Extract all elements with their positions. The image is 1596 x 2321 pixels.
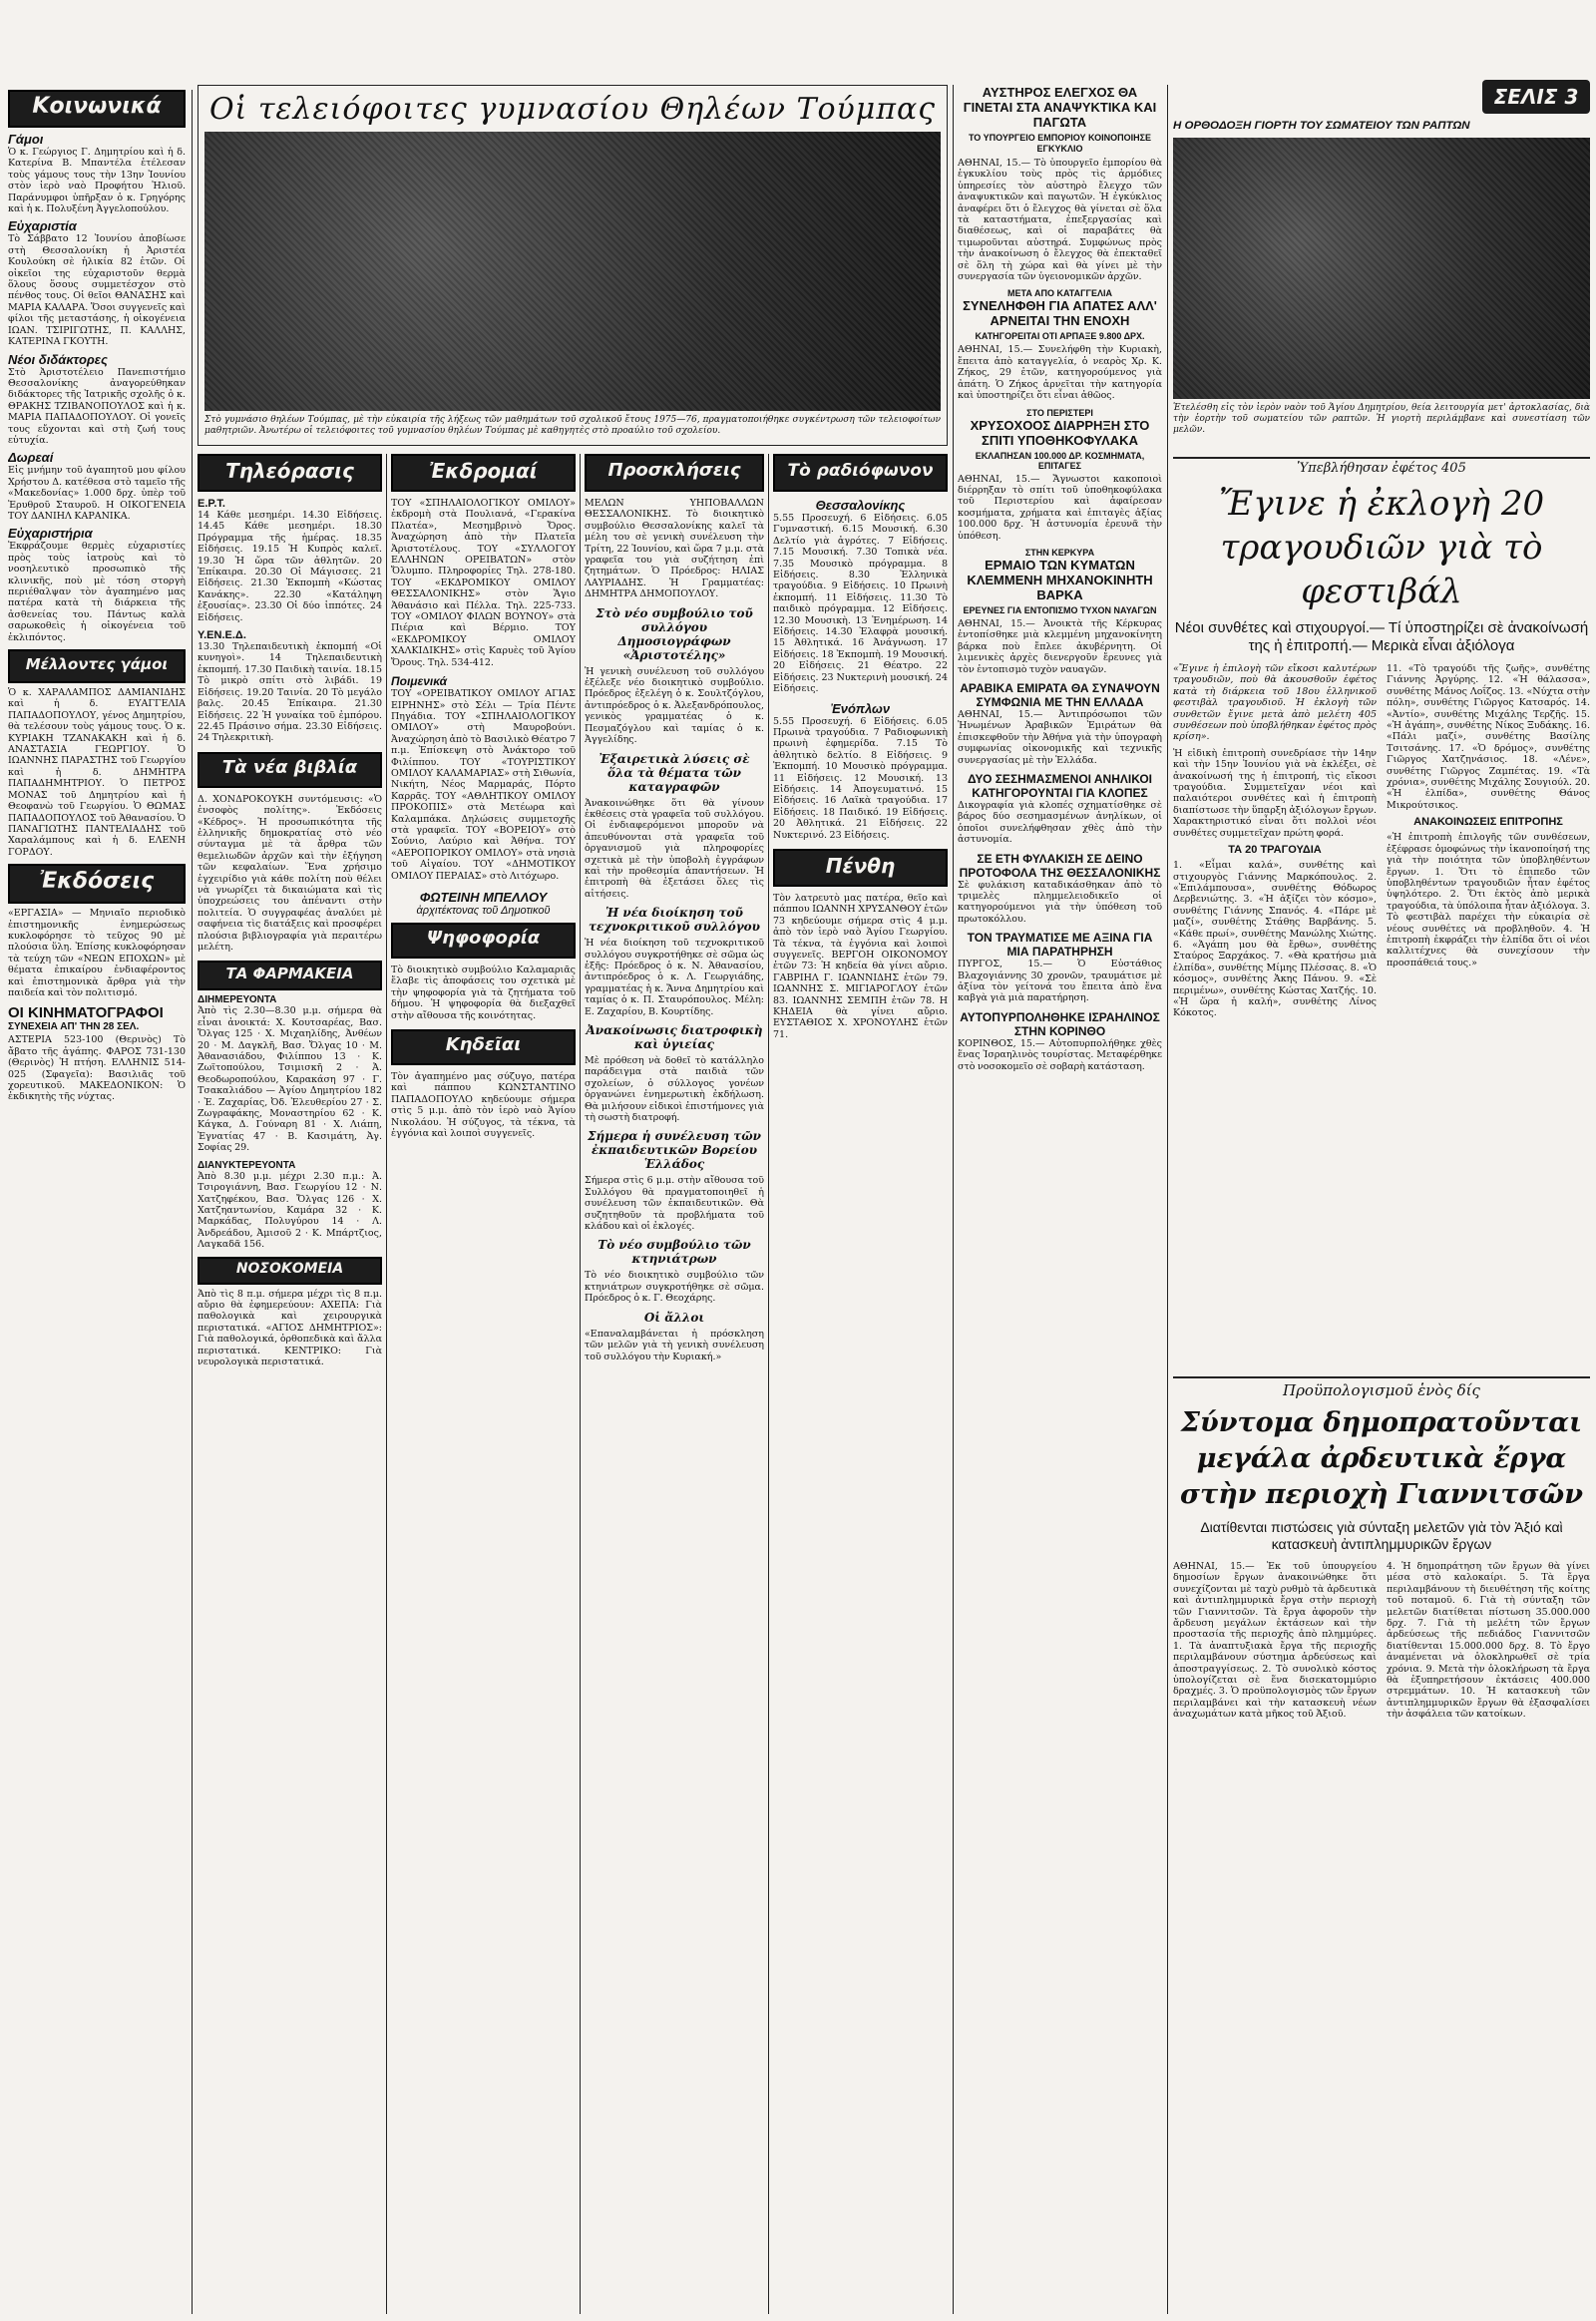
kideiai-text: Τὸν ἀγαπημένο μας σύζυγο, πατέρα καὶ πάππου ΚΩΝΣΤΑΝΤΙΝΟ ΠΑΠΑΔΟΠΟΥΛΟ κηδεύουμε σήμερα στὶς 5 μ.μ. ἀπὸ τὸν ἱερὸ ναὸ Ἁγίου Νικολάου. Ἡ σύζυγος, τὰ τέκνα, τὰ ἐγγόνια καὶ λοιποὶ συγγενεῖς.	[391, 1071, 576, 1140]
anilikoi-text: Δικογραφία γιὰ κλοπές σχηματίσθηκε σὲ βάρος δύο σεσημασμένων ἀνηλίκων, οἱ ὁποῖοι συνελήφθησαν χθὲς ἀπὸ τὴν ἀστυνομία.	[958, 800, 1162, 846]
peristeri-subheadline: ΕΚΛΑΠΗΣΑΝ 100.000 ΔΡ. ΚΟΣΜΗΜΑΤΑ, ΕΠΙΤΑΓΕΣ	[975, 450, 1145, 471]
radio-enoplon-schedule: 5.55 Προσευχή. 6 Εἰδήσεις. 6.05 Πρωινὰ τραγούδια. 7 Ραδιοφωνικὴ πρωινὴ ἐφημερίδα. 7.15 Τὸ ἀθλητικὸ δελτίο. 8 Εἰδήσεις. 9 Ἐκπομπή. 10 Μουσικὸ πρόγραμμα. 11 Εἰδήσεις. 12 Μουσική. 13 Εἰδήσεις. 14 Ἀπογευματινό. 15 Εἰδήσεις. 16 Λαϊκὰ τραγούδια. 17 Εἰδήσεις. 18 Παιδικό. 19 Εἰδήσεις. 20 Ἀθλητικά. 21 Εἰδήσεις. 22 Νυκτερινό. 23 Εἰδήσεις.	[773, 715, 948, 841]
dioikisi-text: Ἡ νέα διοίκηση τοῦ τεχνοκριτικοῦ συλλόγου συγκροτήθηκε σὲ σῶμα ὡς ἑξῆς: Πρόεδρος ὁ κ. Ν. Ἀθανασίου, ἀντιπρόεδρος ὁ κ. Λ. Γεωργιάδης, γραμματέας ἡ κ. Ἄννα Δημητρίου καὶ ταμίας ὁ κ. Π. Σταυρόπουλος. Μέλη: Ε. Ζαχαρίου, Β. Κουρτίδης.	[585, 938, 764, 1017]
festival-intro: «Ἔγινε ἡ ἐπιλογὴ τῶν εἴκοσι καλυτέρων τραγουδιῶν, ποὺ θὰ ἀκουσθοῦν ἐφέτος κατὰ τὴ διάρκεια τοῦ 18ου ἑλληνικοῦ φεστιβὰλ τραγουδιοῦ. Ἡ ἐκλογὴ τῶν συνθετῶν ἔγινε μετὰ ἀπὸ μελέτη 405 συνθέσεων ποὺ ὑποβλήθηκαν ἐφέτος πρὸς κρίση».	[1173, 663, 1377, 743]
raptes-photo-title: Η ΟΡΘΟΔΟΞΗ ΓΙΟΡΤΗ ΤΟΥ ΣΩΜΑΤΕΙΟΥ ΤΩΝ ΡΑΠΤΩΝ	[1173, 120, 1470, 132]
giannitsa-columns	[1173, 1561, 1590, 1721]
festival-subheadline: Νέοι συνθέτες καὶ στιχουργοί.— Τί ὑποστηρίζει σὲ ἀνακοίνωσή της ἡ ἐπιτροπή.— Μερικὰ εἶναι ἀξιόλογα	[1174, 619, 1589, 654]
festival-text: Ἡ εἰδικὴ ἐπιτροπὴ συνεδρίασε τὴν 14ην καὶ τὴν 15ην Ἰουνίου γιὰ νὰ ἐκλέξει, σὲ ἀνακοίνωσή της ἡ ἐπιτροπή, τὶς εἴκοσι τραγούδια. Συμμετεῖχαν νέοι καὶ παλαιότεροι συνθέτες καὶ ἡ ἐπιτροπὴ διαπίστωσε τὴν ὕπαρξη ἀξιόλογων ἔργων. Χαρακτηριστικό εἶναι ὅτι πολλοὶ νέοι συνθέτες συμμετεῖχαν πρώτη φορά.	[1173, 747, 1377, 839]
center-photo-story	[198, 85, 948, 446]
page-badge: ΣΕΛΙΣ 3	[1482, 80, 1590, 114]
austiros-text: ΑΘΗΝΑΙ, 15.— Τὸ ὑπουργεῖο ἐμπορίου θὰ ἐγκυκλίου τοὺς πρὸς τὶς ἁρμόδιες ὑπηρεσίες τὸν αὐστηρὸ ἔλεγχο τῶν ἀναψυκτικῶν καὶ παγωτῶν. Ἡ ἐγκύκλιος ἀναφέρει ὅτι ὁ ἔλεγχος θὰ γίνεται σὲ ὅλα τὰ καταστήματα, ἐπεξεργασίας καὶ διαθέσεως, καὶ οἱ παραβάτες θὰ τιμωροῦνται αὐστηρά. Συμφώνως πρὸς τὴν ἀνακοίνωση ὁ ἔλεγχος θὰ ἐπεκταθεῖ σὲ ὅλη τὴ χώρα καὶ θὰ γίνει μὲ τὴν συνεργασία τῶν ὑγειονομικῶν ἀρχῶν.	[958, 158, 1162, 283]
fotini-notice-title: ΦΩΤΕΙΝΗ ΜΠΕΛΛΟΥ	[419, 890, 548, 905]
israilinos-headline: ΑΥΤΟΠΥΡΠΟΛΗΘΗΚΕ ΙΣΡΑΗΛΙΝΟΣ ΣΤΗΝ ΚΟΡΙΝΘΟ	[960, 1009, 1160, 1038]
column-ekdromai	[391, 454, 576, 2314]
giannitsa-kicker: Προϋπολογισμοῦ ἑνὸς δίς	[1173, 1376, 1590, 1399]
yened-schedule: 13.30 Τηλεπαιδευτικὴ ἐκπομπή «Οἱ κυνηγοὶ». 14 Τηλεπαιδευτικὴ ἐκπομπή. 17.30 Παιδικὴ ταινία. 18.15 Τὸ μικρὸ σπίτι στὸ λιβάδι. 19 Εἰδήσεις. 19.20 Ταινία. 20 Τὸ μεγάλο βαλς. 20.45 Ἐπίκαιρα. 21.30 Εἰδήσεις. 22 Ἡ γυναίκα τοῦ ἐμπόρου. 22.45 Πράσινο σήμα. 23.30 Εἰδήσεις. 24 Τηλεκριτικὴ.	[198, 641, 382, 744]
left-column	[8, 90, 186, 2314]
section-header-penthi: Πένθη	[773, 849, 948, 887]
tragoudia-list-continued: 11. «Τὸ τραγούδι τῆς ζωῆς», συνθέτης Γιάννης Ἀργύρης. 12. «Ἡ θάλασσα», συνθέτης Μάνος Λοΐζος. 13. «Νύχτα στὴν πόλη», συνθέτης Γιῶργος Κατσαρός. 14. «Ἀντίο», συνθέτης Μιχάλης Τερζῆς. 15. «Ἡ ἀγάπη», συνθέτης Νίκος Ξυδάκης. 16. «Πάλι μαζί», συνθέτης Βασίλης Τσιτσάνης. 17. «Ὁ δρόμος», συνθέτης Γιῶργος Χατζηνάσιος. 18. «Λένε», συνθέτης Γιῶργος Ζαμπέτας. 19. «Τὰ χρόνια», συνθέτης Μιχάλης Σουγιούλ. 20. «Ἡ ἐλπίδα», συνθέτης Θάνος Μικρούτσικος.	[1387, 663, 1590, 811]
radio-thessalonikis-heading: Θεσσαλονίκης	[815, 498, 906, 513]
neo-symvoulio-heading: Τὸ νέο συμβούλιο τῶν κτηνιάτρων	[598, 1238, 751, 1267]
nosokomeia-text: Ἀπὸ τὶς 8 π.μ. σήμερα μέχρι τὶς 8 π.μ. αὔριο θὰ ἐφημερεύουν: ΑΧΕΠΑ: Γιὰ παθολογικὰ καὶ χειρουργικὰ περιστατικά. «ΑΓΙΟΣ ΔΗΜΗΤΡΙΟΣ»: Γιὰ παθολογικά, ὀρθοπεδικὰ καὶ ἄλλα περιστατικά. ΚΕΝΤΡΙΚΟ: Γιὰ νευρολογικὰ περιστατικά.	[198, 1288, 382, 1367]
alloi-heading: Οἱ ἄλλοι	[643, 1310, 705, 1325]
festival-col-left	[1173, 663, 1377, 1019]
column-rule	[386, 454, 387, 2314]
center-story-title: Οἱ τελειόφοιτες γυμνασίου Θηλέων Τούμπας	[208, 92, 937, 127]
synedrio-heading: Σήμερα ἡ συνέλευση τῶν ἐκπαιδευτικῶν Βορείου Ἑλλάδος	[588, 1129, 761, 1172]
austiros-headline: ΑΥΣΤΗΡΟΣ ΕΛΕΓΧΟΣ ΘΑ ΓΙΝΕΤΑΙ ΣΤΑ ΑΝΑΨΥΚΤΙΚΑ ΚΑΙ ΠΑΓΩΤΑ	[963, 85, 1157, 130]
fylakisi-headline: ΣΕ ΕΤΗ ΦΥΛΑΚΙΣΗ ΣΕ ΔΕΙΝΟ ΠΡΟΤΟΦΟΛΑ ΤΗΣ ΘΕΣΣΑΛΟΝΙΚΗΣ	[959, 851, 1161, 880]
ekdromai-text: ΤΟΥ «ΣΠΗΛΑΙΟΛΟΓΙΚΟΥ ΟΜΙΛΟΥ» ἐκδρομὴ στὰ Πουλιανά, «Γερακίνα Πλατέα», Μεσημβρινὸ Ὄρος. Ἀναχώρηση ἀπὸ τὴν Πλατεῖα Ἀριστοτέλους. ΤΟΥ «ΣΥΛΛΟΓΟΥ ΕΛΛΗΝΩΝ ΟΡΕΙΒΑΤΩΝ» στὸν Ὄλυμπο. Πληροφορίες Τηλ. 278-180. ΤΟΥ «ΕΚΔΡΟΜΙΚΟΥ ΟΜΙΛΟΥ ΘΕΣΣΑΛΟΝΙΚΗΣ» στὸν Ἅγιο Ἀθανάσιο καὶ Πέλλα. Τηλ. 225-733. ΤΟΥ «ΟΜΙΛΟΥ ΦΙΛΩΝ ΒΟΥΝΟΥ» στὰ Πιέρια καὶ Βέρμιο. ΤΟΥ «ΕΚΔΡΟΜΙΚΟΥ ΟΜΙΛΟΥ ΧΑΛΚΙΔΙΚΗΣ» στὶς Καρυὲς τοῦ Ἁγίου Ὄρους. Τηλ. 534-412.	[391, 498, 576, 668]
synelifthi-kicker: ΜΕΤΑ ΑΠΟ ΚΑΤΑΓΓΕΛΙΑ	[1007, 288, 1112, 299]
giannitsa-text: ΑΘΗΝΑΙ, 15.— Ἐκ τοῦ ὑπουργείου δημοσίων ἔργων ἀνακοινώθηκε ὅτι συνεχίζονται μὲ ταχὺ ρυθμὸ τὰ ἀρδευτικὰ καὶ ἀντιπλημμυρικὰ ἔργα στὴν περιοχὴ τῶν Γιαννιτσῶν. Τὰ ἔργα ἀφοροῦν τὴν ἄρδευση μεγάλων ἐκτάσεων καὶ τὴν προστασία τῆς περιοχῆς ἀπὸ πλημμύρες. 1. Τὰ ἀναπτυξιακὰ ἔργα τῆς περιοχῆς περιλαμβάνουν σύστημα ἀρδεύσεως καὶ ἀποστραγγίσεως. 2. Τὸ συνολικὸ κόστος ὑπολογίζεται σὲ ἕνα δισεκατομμύριο δραχμές. 3. Ὁ προϋπολογισμὸς τῶν ἔργων περιλαμβάνει καὶ τὴν κατασκευὴ νέων ἀναχωμάτων κατὰ μῆκος τοῦ Ἀξιοῦ.	[1173, 1561, 1377, 1721]
dorea-heading: Δωρεαί	[8, 450, 54, 466]
proskliseis-text: ΜΕΛΩΝ ΥΗΠΟΒΑΛΛΩΝ ΘΕΣΣΑΛΟΝΙΚΗΣ. Τὸ διοικητικὸ συμβούλιο Θεσσαλονίκης καλεῖ τὰ μέλη του σὲ γενικὴ συνέλευση τὴν Τρίτη, 22 Ἰουνίου, καὶ ὥρα 7 μ.μ. στὰ γραφεῖα του γιὰ συζήτηση ἐπὶ ζητημάτων. Ὁ Πρόεδρος: ΗΛΙΑΣ ΛΑΥΡΙΑΔΗΣ. Ἡ Γραμματέας: ΔΗΜΗΤΡΑ ΔΗΜΟΠΟΥΛΟΥ.	[585, 498, 764, 600]
festival-story	[1173, 457, 1590, 1019]
kerkyra-kicker: ΣΤΗΝ ΚΕΡΚΥΡΑ	[1024, 547, 1095, 558]
column-rule	[1167, 85, 1168, 2314]
fylakisi-text: Σὲ φυλάκιση καταδικάσθηκαν ἀπὸ τὸ τριμελὲς πλημμελειοδικεῖο οἱ κατηγορούμενοι γιὰ τὴν ὑπόθεση τοῦ πρωτοκόλλου.	[958, 879, 1162, 925]
synelifthi-headline: ΣΥΝΕΛΗΦΘΗ ΓΙΑ ΑΠΑΤΕΣ ΑΛΛ' ΑΡΝΕΙΤΑΙ ΤΗΝ ΕΝΟΧΗ	[963, 298, 1157, 329]
section-header-psifoforia: Ψηφοφορία	[391, 923, 576, 959]
graduates-photo-caption: Στὸ γυμνάσιο θηλέων Τούμπας, μὲ τὴν εὐκαιρία τῆς λήξεως τῶν μαθημάτων τοῦ σχολικοῦ ἔτους 1975—76, πραγματοποιήθηκε συγκέντρωση τῶν τελειοφοίτων μαθητριῶν. Ἀνωτέρω οἱ τελειόφοιτες τοῦ γυμνασίου θηλέων Τούμπας μὲ καθηγητὲς στὸ προαύλιο τοῦ σχολείου.	[204, 415, 941, 436]
kerkyra-text: ΑΘΗΝΑΙ, 15.— Ἀνοικτὰ τῆς Κέρκυρας ἐντοπίσθηκε μιὰ κλεμμένη μηχανοκίνητη βάρκα ποὺ ἔπλεε ἀκυβέρνητη. Οἱ λιμενικὲς ἀρχὲς διενεργοῦν ἔρευνες γιὰ τὸν ἐντοπισμὸ τυχὸν ναυαγῶν.	[958, 617, 1162, 675]
neoi-didaktores-heading: Νέοι διδάκτορες	[8, 351, 108, 367]
festival-kicker: Ὑπεβλήθησαν ἐφέτος 405	[1173, 457, 1590, 476]
farmakeia-list: Ἀπὸ τὶς 2.30—8.30 μ.μ. σήμερα θὰ εἶναι ἀνοικτά: Χ. Κουτσαρέας, Βασ. Ὄλγας 125 · Χ. Μιχαηλίδης, Ἀνθέων 20 · Μ. Δαγκλῆ, Βασ. Ὄλγας 10 · Μ. Ἀθανασιάδου, Φιλίππου 13 · Κ. Ζωϊτοπούλου, Τσιμισκῆ 2 · Ἀ. Θεοδωροπούλου, Καρακάση 97 · Γ. Τσακαλιάδου — Ἀγίου Δημητρίου 182 · Ἐ. Ζαχαρίας, Ὀδ. Ἐλευθερίου 27 · Σ. Ζωγραφάκης, Μοναστηρίου 62 · Κ. Κάγκα, Δ. Γούναρη 81 · Χ. Λιάπη, Ἐγνατίας 47 · Β. Κασιμάτη, Ἀγ. Σοφίας 29.	[198, 1005, 382, 1154]
column-tileorasis	[198, 454, 382, 2314]
efxaristiria-heading: Εὐχαριστήρια	[8, 526, 93, 542]
nea-vivlia-text: Δ. ΧΟΝΔΡΟΚΟΥΚΗ συντόμευσις: «Ὁ ἐνσοφὸς πολίτης». Ἐκδόσεις «Κέδρος». Ἡ προσωπικότητα τῆς ἑλληνικῆς δημοκρατίας στὸ νέο σύνταγμα μὲ τὰ ἄρθρα τῶν θεμελιωδῶν ἀρχῶν καὶ τὴν ἐξήγηση τῶν κεφαλαίων. Ἕνα χρήσιμο ἐγχειρίδιο γιὰ κάθε πολίτη ποὺ θέλει νὰ γνωρίζει τὰ δικαιώματα καὶ τὶς ὑποχρεώσεις του ἀπέναντι στὴν πολιτεία. Ὁ συγγραφέας ἀναλύει μὲ σαφήνεια τὶς διατάξεις καὶ προσφέρει πλούσια βιβλιογραφία γιὰ περαιτέρω μελέτη.	[198, 793, 382, 953]
anakoinosis-text: Μὲ πρόθεση νὰ δοθεῖ τὸ κατάλληλο παράδειγμα στὰ παιδιὰ τῶν σχολείων, ὁ σύλλογος γονέων ὀργανώνει ἐνημερωτικὴ ἐκδήλωση. Θὰ μιλήσουν εἰδικοὶ ἐπιστήμονες γιὰ τὴ σωστὴ διατροφή.	[585, 1055, 764, 1124]
farmakeia-subheading: ΔΙΗΜΕΡΕΥΟΝΤΑ	[198, 994, 277, 1006]
section-header-radio: Τὸ ραδιόφωνον	[773, 454, 948, 492]
dianykterevonta-list: Ἀπὸ 8.30 μ.μ. μέχρι 2.30 π.μ.: Ἀ. Τσιρογιάννη, Βασ. Γεωργίου 12 · Ν. Χατζηφέκου, Βασ. Ὄλγας 126 · Χ. Χατζηαντωνίου, Καμάρα 32 · Κ. Μαρκάδας, Πολυγύρου 14 · Λ. Ἀνδρεάδου, Ἀμισοῦ 2 · Κ. Μπάρτζιος, Λαγκαδᾶ 156.	[198, 1170, 382, 1251]
efxaristiria-text: Ἐκφράζουμε θερμὲς εὐχαριστίες πρὸς τοὺς ἰατροὺς καὶ τὸ νοσηλευτικὸ προσωπικὸ τῆς κλινικῆς, ποὺ μὲ τόση στοργὴ περιέθαλψαν τὸν ἀγαπημένο μας πατέρα κατὰ τὴ διάρκεια τῆς ἀσθενείας του. Πάντως καλὰ σαρωκοθεὶς ἡ οἰκογένεια τοῦ ἐκλιπόντος.	[8, 541, 186, 643]
exathlisi-heading: Ἐξαιρετικὰ λύσεις σὲ ὅλα τὰ θέματα τῶν καταγραφῶν	[598, 751, 750, 794]
column-rule	[768, 454, 769, 2314]
ert-schedule: 14 Κάθε μεσημέρι. 14.30 Εἰδήσεις. 14.45 Κάθε μεσημέρι. 18.30 Πρόγραμμα τῆς ἡμέρας. 18.35 Εἰδήσεις. 19.15 Ἡ Κυπρὸς καλεῖ. 19.30 Ἡ ὥρα τῶν ἀθλητῶν. 20 Ἐπίκαιρα. 20.30 Οἱ Μάγισσες. 21 Εἰδήσεις. 21.30 Ἐκπομπὴ «Κώστας Κανάκης». 22.30 «Κατάληψη ἐξουσίας». 23.30 Οἱ δύο ἱππότες. 24 Εἰδήσεις.	[198, 510, 382, 623]
arabika-headline: ΑΡΑΒΙΚΑ ΕΜΙΡΑΤΑ ΘΑ ΣΥΝΑΨΟΥΝ ΣΥΜΦΩΝΙΑ ΜΕ ΤΗΝ ΕΛΛΑΔΑ	[960, 680, 1160, 709]
column-rule	[192, 90, 193, 2314]
column-proskliseis	[585, 454, 764, 2314]
graduates-photo	[204, 132, 941, 411]
radio-thessalonikis-schedule: 5.55 Προσευχή. 6 Εἰδήσεις. 6.05 Γυμναστική. 6.15 Μουσική. 6.30 Δελτίο γιὰ ἀγρότες. 7 Εἰδήσεις. 7.15 Μουσική. 7.30 Τοπικὰ νέα. 7.35 Μουσικὸ πρόγραμμα. 8 Εἰδήσεις. 8.30 Ἐλληνικὰ τραγούδια. 9 Εἰδήσεις. 10 Πρωινὴ ἐκπομπή. 11 Εἰδήσεις. 11.30 Τὸ παιδικὸ πρόγραμμα. 12 Εἰδήσεις. 12.30 Μουσικὴ. 13 Ἐνημέρωση. 14 Εἰδήσεις. 14.30 Ἐλαφρὰ μουσική. 15 Ἀθλητικά. 16 Ἀνάγνωση. 17 Εἰδήσεις. 18 Ἐκπομπὴ. 19 Μουσική. 20 Εἰδήσεις. 21 Θέατρο. 22 Εἰδήσεις. 23 Νυκτερινὴ μουσική. 24 Εἰδήσεις.	[773, 513, 948, 695]
anakoinoseis-text: «Ἡ ἐπιτροπὴ ἐπιλογῆς τῶν συνθέσεων, ἐξέφρασε ὁμοφώνως τὴν ἱκανοποίησή της γιὰ τὴν ποιότητα τῶν ὑποβληθέντων ἔργων. 1. Ὅτι τὸ ἐπιπεδο τῶν ὑποβληθέντων τραγουδιῶν ἦταν ἐφέτος ὑψηλότερο. 2. Ὅτι ἐκτὸς ἀπὸ μερικὰ τραγούδια, τὰ ὑπόλοιπα ἦταν ἀξιόλογα. 3. Τὸ φεστιβὰλ παρέχει τὴν εὐκαιρία σὲ νέους συνθέτες νὰ προβληθοῦν. 4. Ἡ ἐπιτροπὴ ἐκφράζει τὴν ἐλπίδα ὅτι οἱ νέοι καλλιτέχνες θὰ συνεχίσουν τὴν προσπάθειά τους.»	[1387, 832, 1590, 968]
ert-heading: Ε.Ρ.Τ.	[198, 498, 225, 510]
section-header-nea-vivlia: Τὰ νέα βιβλία	[198, 752, 382, 788]
peristeri-text: ΑΘΗΝΑΙ, 15.— Ἄγνωστοι κακοποιοὶ διέρρηξαν τὸ σπίτι τοῦ ὑποθηκοφύλακα τοῦ Περιστερίου καὶ ἀφαίρεσαν κοσμήματα, χρήματα καὶ ἐπιταγὲς ἀξίας 100.000 δρχ. Ἡ ἀστυνομία ἐρευνᾶ τὴν ὑπόθεση.	[958, 473, 1162, 542]
festival-col-right	[1387, 663, 1590, 1019]
poimenika-heading: Ποιμενικά	[391, 674, 448, 689]
festival-columns	[1173, 663, 1590, 1019]
dorea-text: Εἰς μνήμην τοῦ ἀγαπητοῦ μου φίλου Χρήστου Δ. κατέθεσα στὸ ταμεῖο τῆς «Μακεδονίας» 1.000 δρχ. ὑπὲρ τοῦ Ἐρυθροῦ Σταυροῦ. Η ΟΙΚΟΓΕΝΕΙΑ ΤΟΥ ΔΑΝΙΗΛ ΚΑΡΑΝΙΚΑ.	[8, 465, 186, 522]
ekdoseis-text: «ΕΡΓΑΣΙΑ» — Μηνιαῖο περιοδικὸ ἐπιστημονικῆς ἐνημερώσεως κυκλοφόρησε τὸ τεῦχος 90 μὲ πλούσια ὕλη. Ἐπίσης κυκλοφόρησαν τὰ τεύχη τῶν «ΝΕΩΝ ΕΠΟΧΩΝ» μὲ θέματα ἐπικαίρου ἐνδιαφέροντος καὶ ἐπιστημονικὰ ἄρθρα γιὰ τὴν παιδεία καὶ τὸν πολιτισμό.	[8, 908, 186, 998]
giannitsa-text-continued: 4. Ἡ δημοπράτηση τῶν ἔργων θὰ γίνει μέσα στὸ καλοκαίρι. 5. Τὰ ἔργα περιλαμβάνουν τὴ διευθέτηση τῆς κοίτης τοῦ ποταμοῦ. 6. Γιὰ τὴ σύνταξη τῶν μελετῶν διατίθεται πίστωση 35.000.000 δρχ. 7. Γιὰ τὴ μελέτη τῶν ἔργων ἀρδεύσεως τῆς πεδιάδος Γιαννιτσῶν διατίθενται 15.000.000 δρχ. 8. Τὸ ἔργο ἀναμένεται νὰ ὁλοκληρωθεῖ σὲ τρία χρόνια. 9. Μετὰ τὴν ὁλοκλήρωση τὰ ἔργα θὰ ἐξυπηρετήσουν ἐκτάσεις 400.000 στρεμμάτων. 10. Ἡ κατασκευὴ τῶν ἀντιπλημμυρικῶν ἔργων θὰ ἐξασφαλίσει τὴν ἀσφάλεια τῶν κατοίκων.	[1387, 1561, 1590, 1721]
penthi-text: Τὸν λατρευτὸ μας πατέρα, θεῖο καὶ πάππου ΙΩΑΝΝΗ ΧΡΥΣΑΝΘΟΥ ἐτῶν 73 κηδεύουμε σήμερα στὶς 4 μ.μ. ἀπὸ τὸν ἱερὸ ναὸ Ἁγίου Γεωργίου. Τὰ τέκνα, τὰ ἐγγόνια καὶ λοιποὶ συγγενεῖς. ΒΕΡΓΟΗ ΟΙΚΟΝΟΜΟΥ ἐτῶν 73: Ἡ κηδεία θὰ γίνει αὔριο. ΓΑΒΡΙΗΛ Γ. ΙΩΑΝΝΙΔΗΣ ἐτῶν 79. ΙΩΑΝΝΗΣ Σ. ΜΙΓΙΑΡΟΓΛΟΥ ἐτῶν 83. ΙΩΑΝΝΗΣ ΣΕΜΠΗ ἐτῶν 78. Η ΚΗΔΕΙΑ θὰ γίνει αὔριο. ΕΥΣΤΑΘΙΟΣ Χ. ΧΡΟΝΟΥΛΗΣ ἐτῶν 71.	[773, 892, 948, 1040]
column-rule	[580, 454, 581, 2314]
ekdromai-text-continued: ΤΟΥ «ΟΡΕΙΒΑΤΙΚΟΥ ΟΜΙΛΟΥ ΑΓΙΑΣ ΕΙΡΗΝΗΣ» στὸ Σέλι — Τρία Πέντε Πηγάδια. ΤΟΥ «ΣΠΗΛΑΙΟΛΟΓΙΚΟΥ ΟΜΙΛΟΥ» στὴ Μαυροβούνι. Ἀναχώρηση ἀπὸ τὸ Βασιλικὸ Θέατρο 7 π.μ. Ἐπίσκεψη στὸ Ἀνάκτορο τοῦ Φιλίππου. ΤΟΥ «ΤΟΥΡΙΣΤΙΚΟΥ ΟΜΙΛΟΥ ΚΑΛΑΜΑΡΙΑΣ» στὴ Σιθωνία, Νικήτη, Νέος Μαρμαράς, Πόρτο Καρρᾶς. ΤΟΥ «ΑΘΛΗΤΙΚΟΥ ΟΜΙΛΟΥ ΠΡΟΚΟΠΙΣ» στὰ Μετέωρα καὶ Καλαμπάκα. Δηλώσεις συμμετοχῆς στὰ γραφεῖα. ΤΟΥ «ΒΟΡΕΙΟΥ» στὸ Σούνιο, Λαύριο καὶ Ἀθήνα. ΤΟΥ «ΑΕΡΟΠΟΡΙΚΟΥ ΟΜΙΛΟΥ» στὰ νησιὰ τοῦ Αἰγαίου. ΤΟΥ «ΔΗΜΟΤΙΚΟΥ ΟΜΙΛΟΥ ΠΕΡΑΙΑΣ» στὸ Λιτόχωρο.	[391, 688, 576, 882]
gamoi-heading: Γάμοι	[8, 132, 44, 147]
column-radio	[773, 454, 948, 2314]
kefalaio-text: Ἡ γενικὴ συνέλευση τοῦ συλλόγου ἐξέλεξε νέο διοικητικὸ συμβούλιο. Πρόεδρος ἐξελέγη ὁ κ. Σουλτζόγλου, ἀντιπρόεδρος ὁ κ. Ἀλεξανδρόπουλος, γενικὸς γραμματέας ὁ κ. Πεσμαζόγλου καὶ ταμίας ὁ κ. Ἀγγελίδης.	[585, 665, 764, 746]
exathlisi-text: Ἀνακοινώθηκε ὅτι θὰ γίνουν ἐκθέσεις στὰ γραφεῖα τοῦ συλλόγου. Οἱ ἐνδιαφερόμενοι μποροῦν νὰ ἀπευθύνονται στὰ γραφεῖα τοῦ ὀργανισμοῦ γιὰ πληροφορίες σχετικὰ μὲ τὴν ὑποβολὴ ἐγγράφων καὶ τὴν προθεσμία ἀπαντήσεων. Ἡ ἐπιτροπὴ θὰ ἐξετάσει ὅλες τὶς αἰτήσεις.	[585, 797, 764, 900]
kinimatografoi-text: ΑΣΤΕΡΙΑ 523-100 (Θερινὸς) Τὸ ἄβατο τῆς ἀγάπης. ΦΑΡΟΣ 731-130 (Θερινὸς) Ἡ πτήση. ΕΛΛΗΝΙΣ 514-025 (Σφαγεῖα): Βασιλιᾶς τοῦ χορευτικοῦ. ΜΑΚΕΔΟΝΙΚΟΝ: Ὁ ἐκδικητὴς τῆς νύχτας.	[8, 1034, 186, 1103]
anakoinosis-heading: Ἀνακοίνωσις διατροφικὴ καὶ ὑγιείας	[586, 1023, 763, 1051]
austiros-subheadline: ΤΟ ΥΠΟΥΡΓΕΙΟ ΕΜΠΟΡΙΟΥ ΚΟΙΝΟΠΟΙΗΣΕ ΕΓΚΥΚΛΙΟ	[968, 133, 1152, 154]
section-header-tileorasis: Τηλεόρασις	[198, 454, 382, 492]
synelifthi-text: ΑΘΗΝΑΙ, 15.— Συνελήφθη τὴν Κυριακὴ, ἔπειτα ἀπὸ καταγγελία, ὁ νεαρὸς Χρ. Κ. Ζήκος, 29 ἐτῶν, κατηγορούμενος γιὰ ἀπάτη. Ὁ Ζήκος ἀρνεῖται τὴν κατηγορία καὶ ὑποστηρίζει ὅτι εἶναι ἀθῶος.	[958, 344, 1162, 402]
dianykterevonta-heading: ΔΙΑΝΥΚΤΕΡΕΥΟΝΤΑ	[198, 1159, 296, 1171]
radio-enoplon-heading: Ἐνόπλων	[830, 700, 891, 716]
fotini-notice-subtitle: ἀρχιτέκτονας τοῦ Δημοτικοῦ	[416, 905, 551, 917]
right-section	[1173, 80, 1590, 2314]
tragoudia-heading: ΤΑ 20 ΤΡΑΓΟΥΔΙΑ	[1228, 844, 1322, 857]
anakoinoseis-heading: ΑΝΑΚΟΙΝΩΣΕΙΣ ΕΠΙΤΡΟΠΗΣ	[1413, 816, 1563, 829]
synedrio-text: Σήμερα στὶς 6 μ.μ. στὴν αἴθουσα τοῦ Συλλόγου θὰ πραγματοποιηθεῖ ἡ συνέλευση τῶν ἐκπαιδευτικῶν. Θὰ συζητηθοῦν τὰ προβλήματα τοῦ κλάδου καὶ οἱ ἐκλογές.	[585, 1175, 764, 1233]
section-header-ekdromai: Ἐκδρομαί	[391, 454, 576, 492]
neoi-didaktores-text: Στὸ Ἀριστοτέλειο Πανεπιστήμιο Θεσσαλονίκης ἀναγορεύθηκαν διδάκτορες τῆς Ἰατρικῆς σχολῆς ὁ κ. ΘΡΑΚΗΣ ΤΖΙΒΑΝΟΠΟΥΛΟΣ καὶ ἡ κ. ΜΑΡΙΑ ΠΑΠΑΔΟΠΟΥΛΟΥ. Οἱ γονεῖς τους εὔχονται καὶ στὴ ζωή τους εὐτυχία.	[8, 366, 186, 446]
kinimatografoi-heading: ΟΙ ΚΙΝΗΜΑΤΟΓΡΑΦΟΙ	[8, 1004, 164, 1022]
kefalaio-heading: Στὸ νέο συμβούλιο τοῦ συλλόγου Δημοσιογράφων «Ἀριστοτέλης»	[596, 605, 753, 662]
synelifthi-subheadline: ΚΑΤΗΓΟΡΕΙΤΑΙ ΟΤΙ ΑΡΠΑΞΕ 9.800 ΔΡΧ.	[975, 331, 1145, 342]
section-header-mellontes-gamoi: Μέλλοντες γάμοι	[8, 649, 186, 683]
raptes-celebration-photo	[1173, 138, 1590, 399]
kerkyra-headline: ΕΡΜΑΙΟ ΤΩΝ ΚΥΜΑΤΩΝ ΚΛΕΜΜΕΝΗ ΜΗΧΑΝΟΚΙΝΗΤΗ ΒΑΡΚΑ	[967, 557, 1153, 602]
tragoudia-list: 1. «Εἶμαι καλά», συνθέτης καὶ στιχουργὸς Γιάννης Μαρκόπουλος. 2. «Ἐπιλάμπουσα», συνθέτης Θόδωρος Δερβενιώτης. 3. «Ἡ ἀξίζει τὸν κόσμο», συνθέτης Γιάννης Σπανός. 4. «Πάρε μὲ μαζί», συνθέτης Στάθης Βαρβάνης. 5. «Κάθε πρωί», συνθέτης Μανώλης Χιώτης. 6. «Ἀγάπη μου θὰ ἔρθω», συνθέτης Σταύρος Ξαρχάκος. 7. «Θὰ κρατήσω μιὰ ἐλπίδα», συνθέτης Μίμης Πλέσσας. 8. «Ὁ κόσμος», συνθέτης Ἀκης Πάνου. 9. «Σὲ περιμένω», συνθέτης Κώστας Χατζής. 10. «Ἡ ὥρα ἡ καλή», συνθέτης Λίνος Κόκοτος.	[1173, 860, 1377, 1019]
section-header-koinonika: Κοινωνικά	[8, 90, 186, 128]
travmatise-headline: ΤΟΝ ΤΡΑΥΜΑΤΙΣΕ ΜΕ ΑΞΙΝΑ ΓΙΑ ΜΙΑ ΠΑΡΑΤΗΡΗΣΗ	[967, 931, 1153, 960]
mellontes-gamoi-text: Ὁ κ. ΧΑΡΑΛΑΜΠΟΣ ΔΑΜΙΑΝΙΔΗΣ καὶ ἡ δ. ΕΥΑΓΓΕΛΙΑ ΠΑΠΑΔΟΠΟΥΛΟΥ, γένος Δημητρίου, θὰ τελέσουν τοὺς γάμους τους. Ὁ κ. ΚΥΡΙΑΚΗ ΤΖΑΝΑΚΑΚΗ καὶ ἡ δ. ΑΝΑΣΤΑΣΙΑ ΓΕΩΡΓΙΟΥ. Ὁ ΙΩΑΝΝΗΣ ΠΑΡΑΣΤΗΣ τοῦ Γεωργίου καὶ ἡ δ. ΔΗΜΗΤΡΑ ΠΑΠΑΔΗΜΗΤΡΙΟΥ. Ὁ ΠΕΤΡΟΣ ΜΟΝΑΣ τοῦ Δημητρίου καὶ ἡ Θεοφανὼ τοῦ Γεωργίου. Ὁ ΘΩΜΑΣ ΠΑΠΑΔΟΠΟΥΛΟΣ τοῦ Ἀθανασίου. Ὁ ΠΑΝΑΓΙΩΤΗΣ ΠΑΝΤΕΛΙΑΔΗΣ τοῦ Χαραλάμπους καὶ ἡ δ. ΕΛΕΝΗ ΓΟΡΔΟΥ.	[8, 687, 186, 858]
raptes-photo-caption: Ἑτελέσθη εἰς τὸν ἱερὸν ναὸν τοῦ Ἁγίου Δημητρίου, θεία λειτουργία μετ' ἀρτοκλασίας, διὰ τὴν ἑορτὴν τοῦ σωματείου τῶν ραπτῶν. Ἡ γιορτὴ περιλάμβανε καὶ συνεστίαση τῶν μελῶν.	[1173, 403, 1590, 435]
yened-heading: Υ.ΕΝ.Ε.Δ.	[198, 629, 246, 642]
arabika-text: ΑΘΗΝΑΙ, 15.— Ἀντιπρόσωποι τῶν Ἠνωμένων Ἀραβικῶν Ἐμιράτων θὰ ἐπισκεφθοῦν τὴν Ἀθήνα γιὰ τὴν ὑπογραφὴ συμφωνίας οἰκονομικῆς καὶ τεχνικῆς συνεργασίας μὲ τὴν Ἑλλάδα.	[958, 708, 1162, 766]
gamoi-text: Ὁ κ. Γεώργιος Γ. Δημητρίου καὶ ἡ δ. Κατερίνα Β. Μπαντέλα ἐτέλεσαν τοὺς γάμους τους τὴν 13ην Ἰουνίου στὸν ἱερὸ ναὸ Προφήτου Ἠλιοῦ. Παράνυμφοι ὑπῆρξαν ὁ κ. Γρηγόρης καὶ ἡ κ. Πολυξένη Ἀγγελοπούλου.	[8, 147, 186, 215]
section-header-proskliseis: Προσκλήσεις	[585, 454, 764, 492]
kinimatografoi-subheading: ΣΥΝΕΧΕΙΑ ΑΠ' ΤΗΝ 28 ΣΕΛ.	[8, 1021, 140, 1033]
kerkyra-subheadline: ΕΡΕΥΝΕΣ ΓΙΑ ΕΝΤΟΠΙΣΜΟ ΤΥΧΟΝ ΝΑΥΑΓΩΝ	[963, 604, 1157, 615]
festival-headline: Ἔγινε ἡ ἐκλογὴ 20 τραγουδιῶν γιὰ τὸ φεστιβάλ	[1218, 484, 1545, 611]
section-header-nosokomeia: ΝΟΣΟΚΟΜΕΙΑ	[198, 1257, 382, 1285]
neo-symvoulio-text: Τὸ νέο διοικητικὸ συμβούλιο τῶν κτηνιάτρων συγκροτήθηκε σὲ σῶμα. Πρόεδρος ὁ κ. Γ. Θεοχάρης.	[585, 1270, 764, 1305]
dioikisi-heading: Ἡ νέα διοίκηση τοῦ τεχνοκριτικοῦ συλλόγου	[588, 906, 760, 935]
efxaristia-heading: Εὐχαριστία	[8, 218, 77, 234]
column-news	[958, 85, 1162, 2314]
giannitsa-subheadline: Διατίθενται πιστώσεις γιὰ σύνταξη μελετῶν γιὰ τὸν Ἀξιό καὶ κατασκευὴ ἀντιπλημμυρικῶν ἔργων	[1200, 1519, 1563, 1552]
peristeri-headline: ΧΡΥΣΟΧΟΟΣ ΔΙΑΡΡΗΞΗ ΣΤΟ ΣΠΙΤΙ ΥΠΟΘΗΚΟΦΥΛΑΚΑ	[970, 417, 1150, 448]
psifoforia-text: Τὸ διοικητικὸ συμβούλιο Καλαμαριᾶς ἔλαβε τὶς ἀποφάσεις του σχετικὰ μὲ τὴν ψηφοφορία γιὰ τὰ ζητήματα τοῦ δήμου. Ἡ ψηφοφορία θὰ διεξαχθεῖ στὴν αἴθουσα τῆς κοινότητας.	[391, 965, 576, 1021]
section-header-ekdoseis: Ἐκδόσεις	[8, 864, 186, 904]
alloi-text: «Επαναλαμβάνεται ἡ πρόσκληση τῶν μελῶν γιὰ τὴ γενικὴ συνέλευση τοῦ συλλόγου τὴν Κυριακή.»	[585, 1328, 764, 1362]
giannitsa-headline: Σύντομα δημοπρατοῦνται μεγάλα ἀρδευτικὰ ἔργα στὴν περιοχὴ Γιαννιτσῶν	[1180, 1407, 1583, 1510]
giannitsa-story	[1173, 1376, 1590, 1721]
column-rule	[953, 85, 954, 2314]
section-header-kideiai: Κηδεῖαι	[391, 1029, 576, 1065]
anilikoi-headline: ΔΥΟ ΣΕΣΗΜΑΣΜΕΝΟΙ ΑΝΗΛΙΚΟΙ ΚΑΤΗΓΟΡΟΥΝΤΑΙ ΓΙΑ ΚΛΟΠΕΣ	[967, 772, 1153, 800]
travmatise-text: ΠΥΡΓΟΣ, 15.— Ὁ Εὐστάθιος Βλαχογιάννης 30 χρονῶν, τραυμάτισε μὲ ἀξίνα τὸν γείτονά του ἔπειτα ἀπὸ ἕνα καβγὰ γιὰ μιὰ παρατήρηση.	[958, 959, 1162, 1004]
israilinos-text: ΚΟΡΙΝΘΟΣ, 15.— Αὐτοπυρπολήθηκε χθὲς ἕνας Ἰσραηλινὸς τουρίστας. Μεταφέρθηκε στὸ νοσοκομεῖο σὲ σοβαρὴ κατάσταση.	[958, 1037, 1162, 1072]
efxaristia-text: Τὸ Σάββατο 12 Ἰουνίου ἀποβίωσε στὴ Θεσσαλονίκη ἡ Ἀριστέα Κουλούκη σὲ ἡλικία 82 ἐτῶν. Οἱ οἰκεῖοι της εὐχαριστοῦν θερμὰ ὅλους ὅσους συμμετέσχον στὸ πένθος τους. Οἱ θεῖοι ΘΑΝΑΣΗΣ καὶ ΜΑΡΙΑ ΚΑΛΑΡΑ. Ὅσοι συγγενεῖς καὶ φίλοι τῆς μεταστάσης, ἡ οἰκογένεια ΙΩΑΝ. ΤΣΙΡΙΓΩΤΗΣ, Π. ΚΑΛΛΗΣ, ΚΑΤΕΡΙΝΑ ΓΚΟΥΤΗ.	[8, 233, 186, 348]
peristeri-kicker: ΣΤΟ ΠΕΡΙΣΤΕΡΙ	[1026, 407, 1093, 418]
section-header-farmakeia: ΤΑ ΦΑΡΜΑΚΕΙΑ	[198, 961, 382, 990]
